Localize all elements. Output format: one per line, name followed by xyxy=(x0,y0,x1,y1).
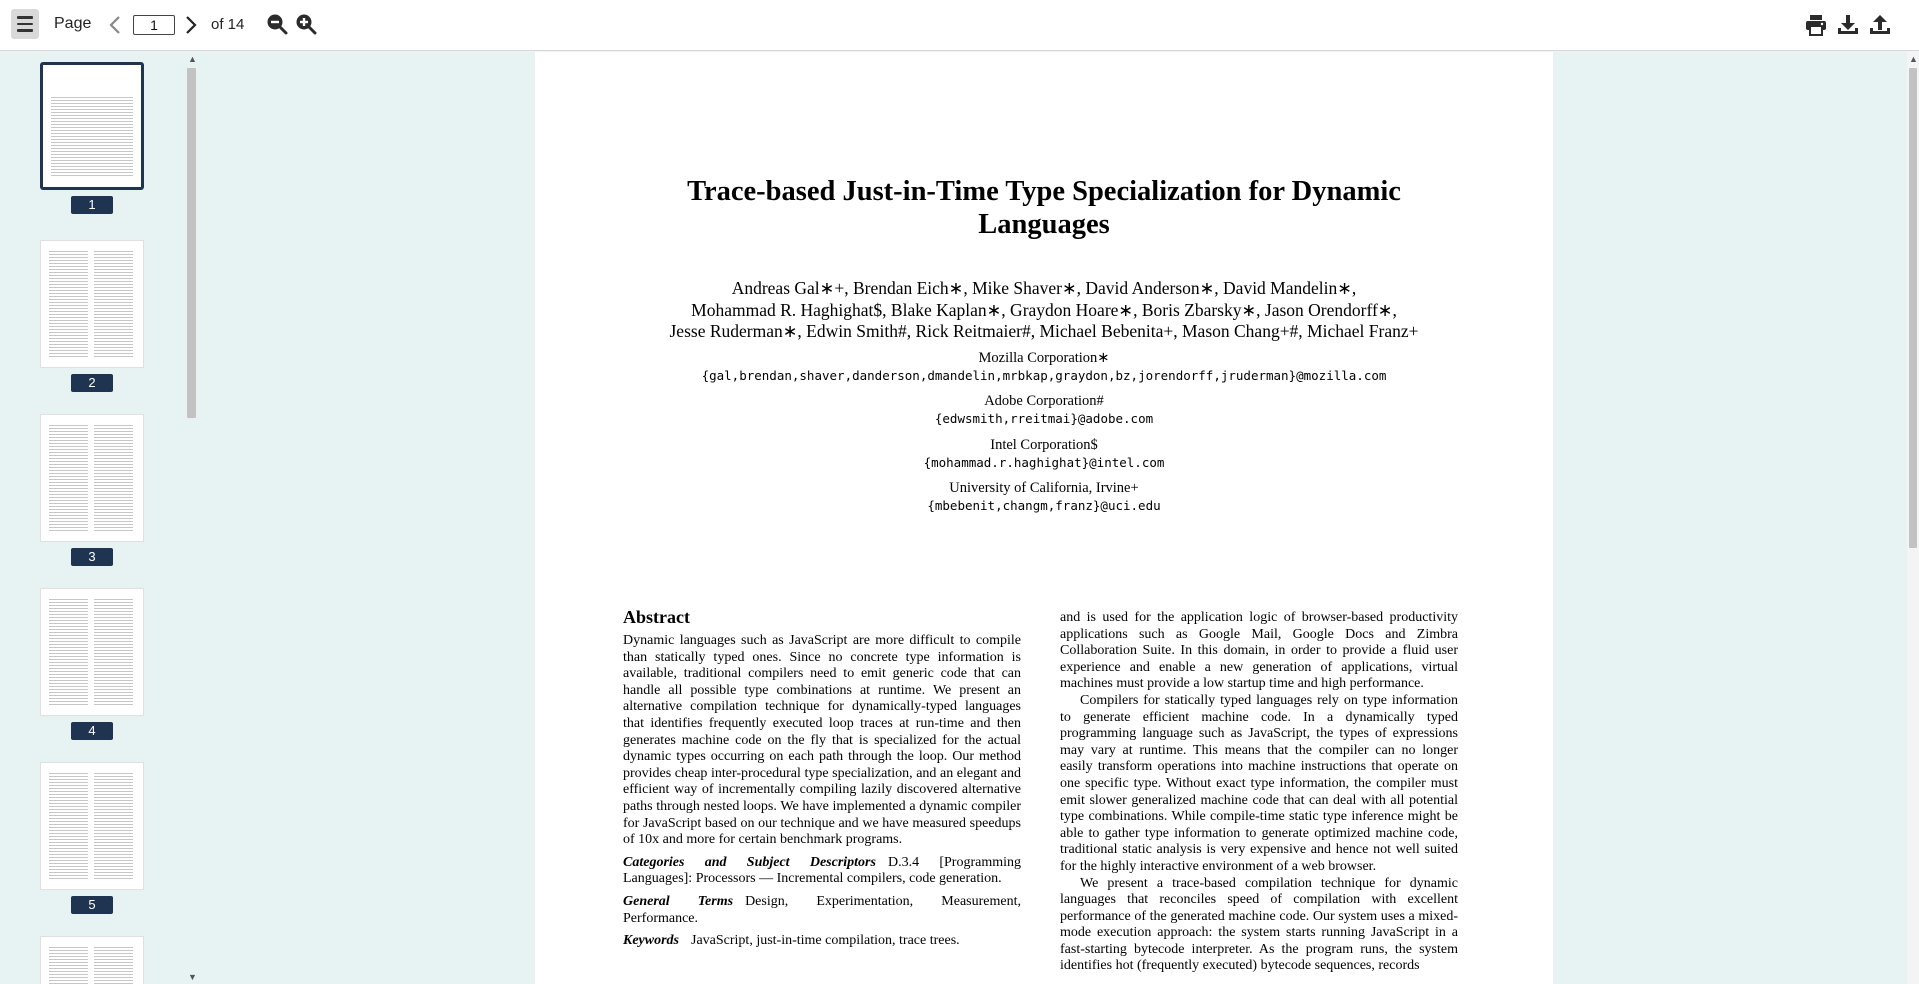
main-scroll-thumb[interactable] xyxy=(1909,68,1917,548)
thumbnail-page-6[interactable] xyxy=(40,936,144,984)
affiliation-name: Mozilla Corporation∗ xyxy=(978,350,1110,366)
print-icon[interactable] xyxy=(1805,14,1827,36)
author-list xyxy=(535,278,1553,343)
affiliation-uci xyxy=(535,480,1553,514)
title-line: Trace-based Just-in-Time Type Specialization for Dynamic xyxy=(687,176,1401,207)
general-terms-paragraph xyxy=(623,894,1021,927)
abstract-text: Dynamic languages such as JavaScript are more difficult to compile than statically typed ones. Since no concrete type information is available, traditional compilers need to emit generic code that can handle all possible type combinations at runtime. We present an alternative compilation technique for dynamically-typed languages that identifies frequently executed loop traces at run-time and then generates machine code on the fly that is specialized for the actual dynamic types occurring on each path through the loop. Our method provides cheap inter-procedural type specialization, and an elegant and efficient way of incrementally compiling lazily discovered alternative paths through nested loops. We have implemented a dynamic compiler for JavaScript based on our technique and we have measured speedups of 10x and more for certain benchmark programs. xyxy=(623,633,1021,848)
affiliation-adobe xyxy=(535,393,1553,427)
download-icon[interactable] xyxy=(1837,14,1859,36)
abstract-heading: Abstract xyxy=(623,607,690,627)
zoom-out-icon[interactable] xyxy=(266,13,288,35)
thumbnail-label: 2 xyxy=(71,374,113,392)
document-viewer xyxy=(199,52,1907,984)
body-paragraph: Compilers for statically typed languages rely on type information to generate efficient machine code. In a dynamically typed programming language such as JavaScript, the types of expressions may vary at runtime. This means that the compiler can no longer easily transform operations into machine instructions that operate on one specific type. Without exact type information, the compiler must emit slower generalized machine code that can deal with all potential type combinations. While compile-time static type inference might be able to gather type information to generate optimized machine code, traditional static analysis is very expensive and hence not well suited for the highly interactive environment of a web browser. xyxy=(1060,692,1458,874)
keywords-text: JavaScript, just-in-time compilation, trace trees. xyxy=(691,933,960,949)
chevron-left-icon[interactable] xyxy=(105,13,125,37)
sidebar-scrollbar[interactable] xyxy=(186,52,197,984)
scroll-down-arrow-icon[interactable]: ▼ xyxy=(188,972,197,982)
thumbnail-label: 4 xyxy=(71,722,113,740)
sidebar-scroll-thumb[interactable] xyxy=(187,68,196,418)
page-label: Page xyxy=(54,15,92,32)
title-line: Languages xyxy=(978,209,1110,240)
affiliation-email: {gal,brendan,shaver,danderson,dmandelin,mrbkap,graydon,bz,jorendorff,jruderman}@mozilla.com xyxy=(701,368,1387,383)
pdf-page-1 xyxy=(535,52,1553,984)
thumbnail-label: 5 xyxy=(71,896,113,914)
categories-text: D.3.4 [Programming Languages]: Processors — Incremental compilers, code generation. xyxy=(623,854,1021,887)
author-line: Jesse Ruderman∗, Edwin Smith#, Rick Reitmaier#, Michael Bebenita+, Mason Chang+#, Michael Franz+ xyxy=(669,321,1419,341)
thumbnail-page-4[interactable] xyxy=(40,588,144,740)
thumbnail-image xyxy=(40,414,144,542)
body-paragraph: We present a trace-based compilation technique for dynamic languages that reconciles speed of compilation with excellent performance of the generated machine code. Our system uses a mixed-mode execution approach: the system starts running JavaScript in a fast-starting bytecode interpreter. As the program runs, the system identifies hot (frequently executed) bytecode sequences, records xyxy=(1060,875,1458,974)
right-column xyxy=(1060,610,1458,975)
thumbnail-page-5[interactable] xyxy=(40,762,144,914)
thumbnail-image xyxy=(40,762,144,890)
left-column xyxy=(623,607,1021,956)
affiliation-intel xyxy=(535,437,1553,471)
thumbnail-page-3[interactable] xyxy=(40,414,144,566)
paper-title xyxy=(535,175,1553,241)
author-line: Mohammad R. Haghighat$, Blake Kaplan∗, Graydon Hoare∗, Boris Zbarsky∗, Jason Orendorff∗, xyxy=(691,299,1397,320)
general-terms-heading: General Terms xyxy=(623,893,734,909)
thumbnail-page-1[interactable] xyxy=(40,62,144,214)
affiliation-email: {mohammad.r.haghighat}@intel.com xyxy=(923,455,1165,470)
toolbar xyxy=(0,0,1919,51)
upload-icon[interactable] xyxy=(1869,14,1891,36)
page-total: of 14 xyxy=(211,16,245,33)
chevron-right-icon[interactable] xyxy=(181,13,201,37)
thumbnail-image xyxy=(40,62,144,190)
thumbnail-sidebar xyxy=(0,52,199,984)
thumbnail-image xyxy=(40,588,144,716)
scroll-up-arrow-icon[interactable]: ▲ xyxy=(188,54,197,64)
thumbnail-label: 3 xyxy=(71,548,113,566)
affiliation-email: {mbebenit,changm,franz}@uci.edu xyxy=(927,498,1161,513)
author-line: Andreas Gal∗+, Brendan Eich∗, Mike Shaver∗, David Anderson∗, David Mandelin∗, xyxy=(731,278,1357,298)
categories-paragraph xyxy=(623,855,1021,888)
affiliation-email: {edwsmith,rreitmai}@adobe.com xyxy=(934,411,1154,426)
menu-icon[interactable] xyxy=(11,9,39,39)
affiliation-name: University of California, Irvine+ xyxy=(949,480,1139,496)
keywords-paragraph xyxy=(623,933,1021,950)
zoom-in-icon[interactable] xyxy=(295,13,317,35)
categories-heading: Categories and Subject Descriptors xyxy=(623,854,876,870)
affiliation-mozilla xyxy=(535,350,1553,384)
page-number-input[interactable] xyxy=(133,15,175,35)
thumbnail-image xyxy=(40,240,144,368)
thumbnail-page-2[interactable] xyxy=(40,240,144,392)
thumbnail-image xyxy=(40,936,144,984)
thumbnail-label: 1 xyxy=(71,196,113,214)
general-terms-text: Design, Experimentation, Measurement, Performance. xyxy=(623,893,1021,926)
body-paragraph: and is used for the application logic of browser-based productivity applications such as Google Mail, Google Docs and Zimbra Collaboration Suite. In this domain, in order to provide a fluid user experience and enable a new generation of applications, virtual machines must provide a low startup time and high performance. xyxy=(1060,610,1458,692)
scroll-up-arrow-icon[interactable]: ▲ xyxy=(1909,54,1918,64)
main-scrollbar[interactable] xyxy=(1907,52,1919,984)
keywords-heading: Keywords xyxy=(623,933,679,949)
affiliation-name: Intel Corporation$ xyxy=(990,437,1098,453)
affiliation-name: Adobe Corporation# xyxy=(984,393,1104,409)
